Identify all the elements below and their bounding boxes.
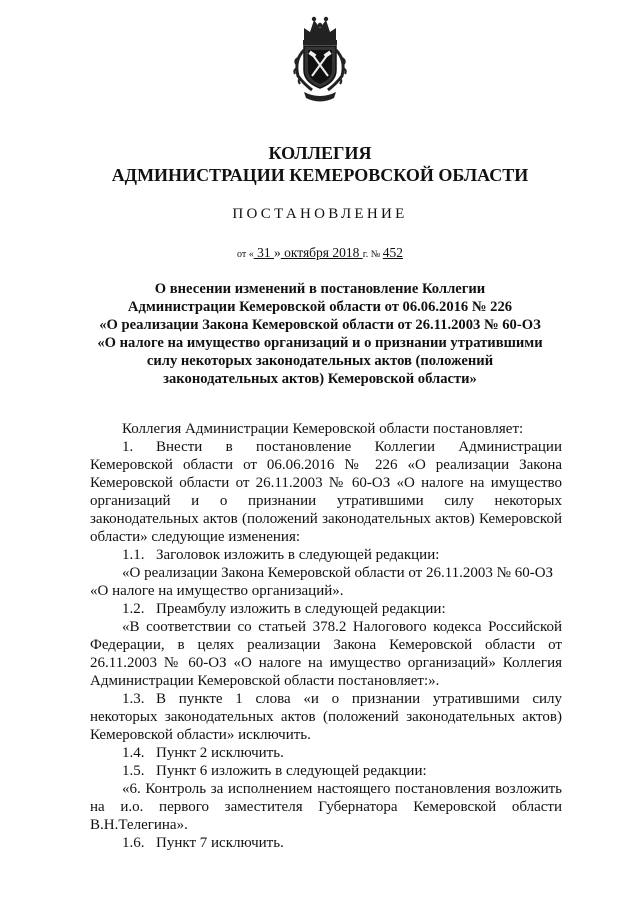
item-number: 1.3. xyxy=(122,691,145,707)
document-type: ПОСТАНОВЛЕНИЕ xyxy=(232,206,408,222)
doc-title-line: законодательных актов) Кемеровской области» xyxy=(163,371,477,387)
paragraph-text: Пункт 2 исключить. xyxy=(156,745,284,761)
date-day: 31 xyxy=(253,245,274,260)
paragraph-line: Федерации, в целях реализации Закона Кемеровской области от xyxy=(90,637,562,653)
paragraph-text: Преамбулу изложить в следующей редакции: xyxy=(156,601,446,617)
paragraph-line: «6. Контроль за исполнением настоящего постановления возложить xyxy=(122,781,562,797)
subitem-line xyxy=(122,546,562,564)
paragraph-text: Внести в постановление Коллегии Администрации xyxy=(156,439,562,455)
org-title-line2: АДМИНИСТРАЦИИ КЕМЕРОВСКОЙ ОБЛАСТИ xyxy=(111,165,529,185)
item-number: 1.4. xyxy=(122,745,145,761)
paragraph-line: законодательных актов (положений законодательных актов) Кемеровской xyxy=(90,511,562,527)
date-month-year: октября 2018 xyxy=(280,245,363,260)
paragraph-text: Заголовок изложить в следующей редакции: xyxy=(156,547,440,563)
doc-number-label: № xyxy=(368,249,383,260)
subitem-line xyxy=(122,600,562,618)
doc-title-line: «О налоге на имущество организаций и о признании утратившими xyxy=(97,335,543,351)
paragraph-text: Пункт 7 исключить. xyxy=(156,835,284,851)
paragraph-line: организаций и о признании утратившими силу некоторых xyxy=(90,493,562,509)
paragraph-line: области» следующие изменения: xyxy=(90,529,301,545)
item-number: 1.5. xyxy=(122,763,145,779)
doc-title-line: О внесении изменений в постановление Коллегии xyxy=(154,281,486,297)
date-year-suffix: г. xyxy=(362,249,369,260)
paragraph-line: Кемеровской области от 26.11.2003 № 60-ОЗ «О налоге на имущество xyxy=(90,475,562,491)
item-number: 1.2. xyxy=(122,601,145,617)
resolution-intro: Коллегия Администрации Кемеровской области постановляет: xyxy=(122,421,524,437)
doc-number: 452 xyxy=(382,245,404,260)
item-number: 1.1. xyxy=(122,547,145,563)
paragraph-line: «О налоге на имущество организаций». xyxy=(90,583,344,599)
paragraph-line: Администрации Кемеровской области постановляет:». xyxy=(90,673,440,689)
date-prefix: от « xyxy=(236,249,254,260)
subitem-line xyxy=(122,690,562,708)
subitem-line xyxy=(122,834,562,852)
doc-title-line: силу некоторых законодательных актов (положений xyxy=(146,353,494,369)
paragraph-line: 26.11.2003 № 60-ОЗ «О налоге на имущество организаций» Коллегия xyxy=(90,655,562,671)
paragraph-line: «В соответствии со статьей 378.2 Налогового кодекса Российской xyxy=(122,619,562,635)
paragraph-text: Пункт 6 изложить в следующей редакции: xyxy=(156,763,427,779)
item-number: 1. xyxy=(122,439,134,455)
org-title-line1: КОЛЛЕГИЯ xyxy=(268,143,372,163)
paragraph-line: на и.о. первого заместителя Губернатора Кемеровской области xyxy=(90,799,562,815)
subitem-line xyxy=(122,762,562,780)
paragraph-text: В пункте 1 слова «и о признании утратившими силу xyxy=(156,691,562,707)
paragraph-line: Кемеровской области» исключить. xyxy=(90,727,311,743)
paragraph-line xyxy=(122,438,562,456)
date-number-line xyxy=(0,245,640,261)
paragraph-line: Кемеровской области от 06.06.2016 № 226 «О реализации Закона xyxy=(90,457,562,473)
doc-title-line: «О реализации Закона Кемеровской области от 26.11.2003 № 60-ОЗ xyxy=(99,317,541,333)
paragraph-line: «О реализации Закона Кемеровской области от 26.11.2003 № 60-ОЗ xyxy=(122,565,554,581)
doc-title-line: Администрации Кемеровской области от 06.06.2016 № 226 xyxy=(127,299,513,315)
subitem-line xyxy=(122,744,562,762)
paragraph-line: некоторых законодательных актов (положений законодательных актов) xyxy=(90,709,562,725)
coat-of-arms-icon xyxy=(290,10,350,110)
paragraph-line: В.Н.Телегина». xyxy=(90,817,188,833)
item-number: 1.6. xyxy=(122,835,145,851)
date-mid: » xyxy=(273,245,281,260)
